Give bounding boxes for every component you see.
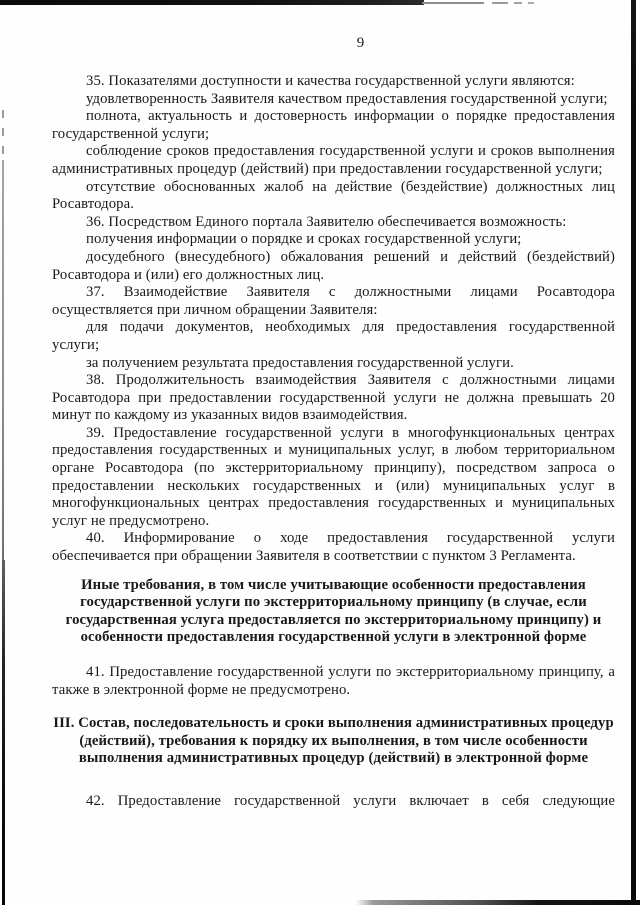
paragraph-37: 37. Взаимодействие Заявителя с должностными лицами Росавтодора осуществляется при личном обращении Заявителя: (52, 284, 615, 318)
paragraph-35-item-completeness: полнота, актуальность и достоверность информации о порядке предоставления государственной услуги; (52, 108, 615, 142)
scan-edge-left-dark (2, 560, 5, 905)
paragraph-37-item-documents: для подачи документов, необходимых для предоставления государственной услуги; (52, 319, 615, 353)
page-content (52, 0, 615, 811)
page-number: 9 (356, 35, 365, 51)
section-heading-III: III. Состав, последовательность и сроки выполнения административных процедур (действий), требования к порядку их выполнения, в том числе особенности выполнения административных процедур (действий) в электронной форме (53, 715, 614, 767)
paragraph-41: 41. Предоставление государственной услуги по экстерриториальному принципу, а также в электронной форме не предусмотрено. (52, 664, 615, 698)
paragraph-36-item-appeal: досудебного (внесудебного) обжалования решений и действий (бездействий) Росавтодора и (или) его должностных лиц. (52, 248, 615, 283)
paragraph-40: 40. Информирование о ходе предоставления государственной услуги обеспечивается при обращении Заявителя в соответствии с пунктом 3 Регламента. (52, 530, 615, 565)
paragraph-35-item-deadlines: соблюдение сроков предоставления государственной услуги и сроков выполнения административных процедур (действий) при предоставлении государственной услуги; (52, 143, 615, 177)
paragraph-39: 39. Предоставление государственной услуги в многофункциональных центрах предоставления государственных и муниципальных услуг, в любом территориальном органе Росавтодора (по экстерриториальному принципу), посредством запроса о предоставлении нескольких государственных и (или) муниципальных услуг в многофункциональных центрах предоставления государственных и муниципальных услуг не предусмотрено. (52, 424, 615, 529)
paragraph-35-item-complaints: отсутствие обоснованных жалоб на действие (бездействие) должностных лиц Росавтодора. (52, 178, 615, 213)
paragraph-35-item-satisfaction: удовлетворенность Заявителя качеством предоставления государственной услуги; (86, 90, 608, 107)
paragraph-36-item-info: получения информации о порядке и сроках государственной услуги; (86, 231, 522, 248)
paragraph-35: 35. Показателями доступности и качества государственной услуги являются: (86, 73, 575, 89)
scan-edge-left-line (2, 160, 4, 560)
scan-edge-right (631, 0, 636, 905)
paragraph-38: 38. Продолжительность взаимодействия Заявителя с должностными лицами Росавтодора при предоставлении государственной услуги не должна превышать 20 минут по каждому из указанных видов взаимодействия. (52, 372, 615, 424)
paragraph-36: 36. Посредством Единого портала Заявителю обеспечивается возможность: (86, 213, 567, 230)
subsection-heading-other-requirements: Иные требования, в том числе учитывающие особенности предоставления государственной услуги по экстерриториальному принципу (в случае, если государственная услуга предоставляется по экстерриториальному принципу) и особенности предоставления государственной услуги в электронной форме (65, 576, 602, 646)
paragraph-42: 42. Предоставление государственной услуги включает в себя следующие (86, 792, 615, 809)
scan-edge-left-dashes (2, 110, 4, 162)
paragraph-37-item-result: за получением результата предоставления государственной услуги. (86, 354, 514, 371)
scan-edge-bottom (356, 900, 640, 905)
